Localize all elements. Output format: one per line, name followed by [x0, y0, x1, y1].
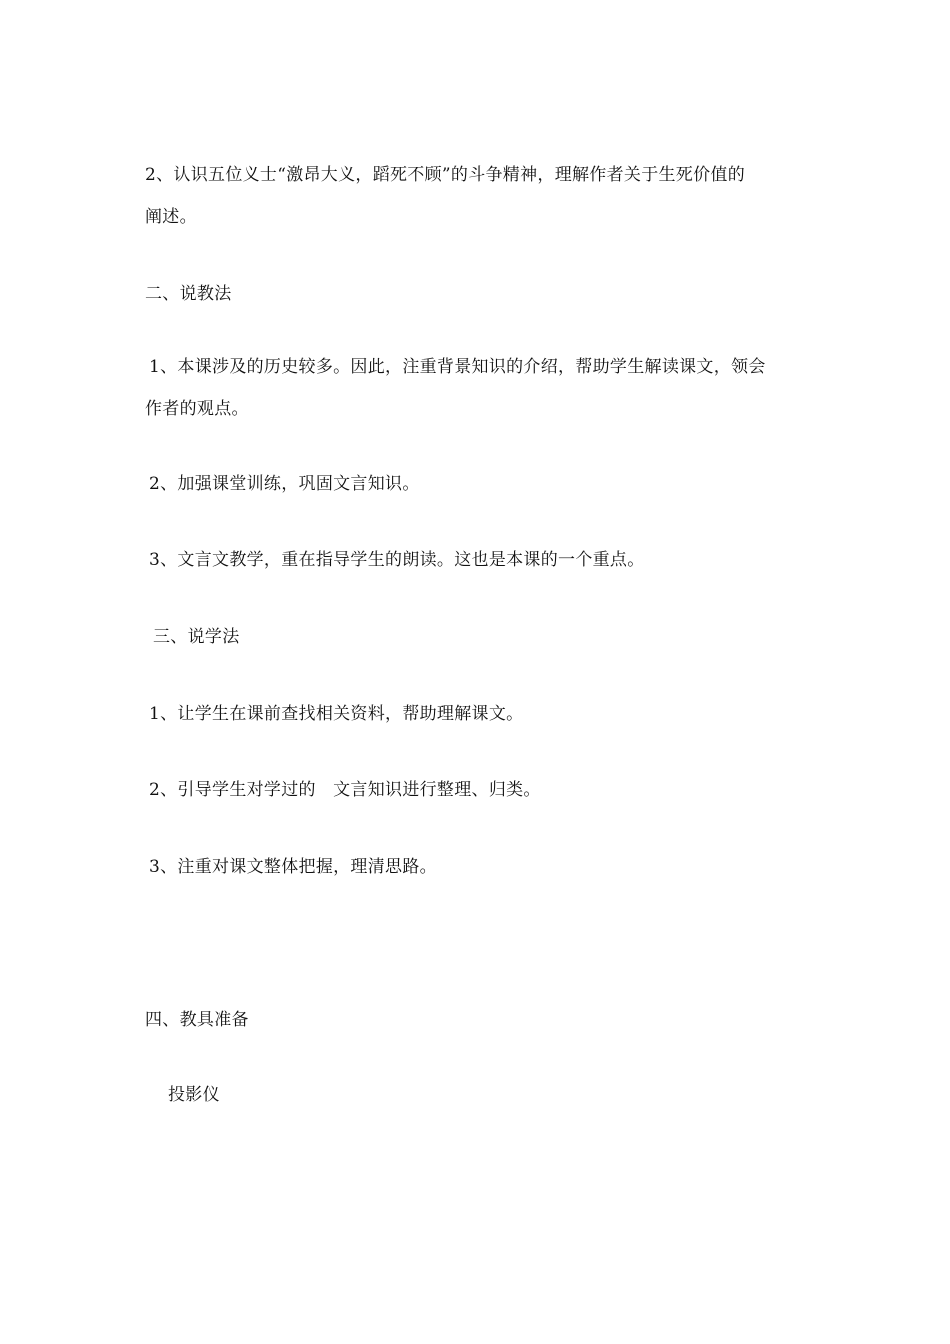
paragraph-line: 投影仪 [168, 1085, 220, 1105]
section-heading: 三、说学法 [153, 627, 240, 647]
paragraph-line: 2、引导学生对学过的 文言知识进行整理、归类。 [149, 780, 541, 800]
paragraph-line: 3、注重对课文整体把握，理清思路。 [149, 857, 437, 877]
paragraph-line: 3、文言文教学，重在指导学生的朗读。这也是本课的一个重点。 [149, 550, 645, 570]
paragraph-line: 作者的观点。 [145, 399, 249, 419]
paragraph-line: 阐述。 [145, 207, 197, 227]
paragraph-line: 1、本课涉及的历史较多。因此，注重背景知识的介绍，帮助学生解读课文，领会 [149, 357, 766, 377]
paragraph-line: 2、认识五位义士“激昂大义，蹈死不顾”的斗争精神，理解作者关于生死价值的 [145, 165, 745, 185]
section-heading: 二、说教法 [145, 284, 232, 304]
paragraph-line: 2、加强课堂训练，巩固文言知识。 [149, 474, 420, 494]
paragraph-line: 1、让学生在课前查找相关资料，帮助理解课文。 [149, 704, 524, 724]
section-heading: 四、教具准备 [145, 1010, 249, 1030]
